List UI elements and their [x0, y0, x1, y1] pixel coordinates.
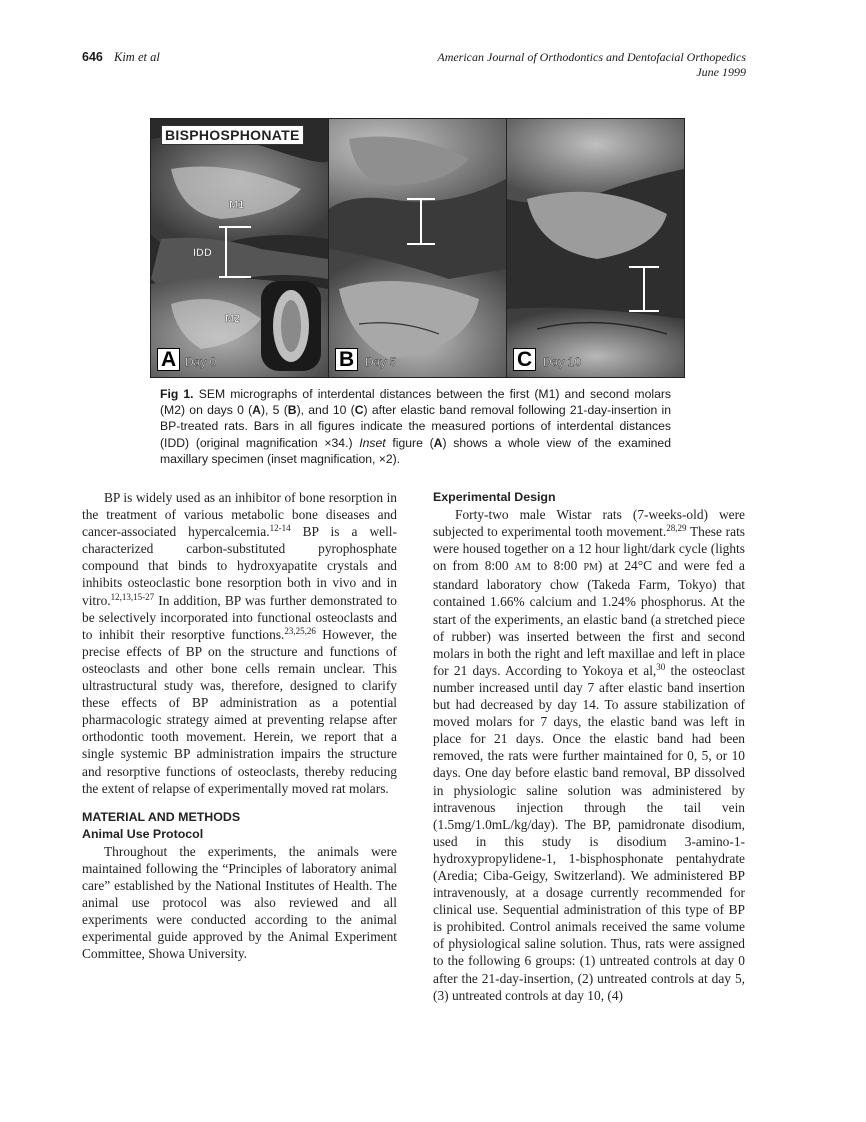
running-header-right	[437, 50, 746, 80]
section-heading: MATERIAL AND METHODS	[82, 809, 241, 824]
caption-ref-c: C	[354, 403, 364, 418]
micrograph-a-image	[151, 119, 328, 377]
caption-text: SEM micrographs of interdental distances between the first (M1) and second molars (M2) on days 0 (	[160, 387, 672, 418]
figure-1	[150, 118, 684, 378]
citation: 28,29	[666, 523, 687, 534]
m1-label: M1	[229, 199, 245, 211]
m2-label: M2	[225, 313, 241, 325]
caption-inset: Inset	[359, 435, 386, 450]
subsection-heading: Animal Use Protocol	[82, 826, 204, 841]
caption-text: ), and 10 (	[296, 403, 355, 418]
panel-day-b: Day 5	[365, 355, 397, 369]
figure-title-overlay: BISPHOSPHONATE	[161, 125, 304, 145]
right-column	[433, 489, 745, 1004]
caption-text: ), 5 (	[260, 403, 288, 418]
intro-paragraph: BP is widely used as an inhibitor of bone resorption in the treatment of various metabolic bone diseases and cancer-associated hypercalcemia.$^{12-14}$ BP is a well-characterized carbon-substituted pyrophosphate compound that binds to hydroxyapatite crystals and inhibits osteoclastic bone resorption both in vivo and in vitro.$^{12,13,15-27}$ In addition, BP was further demonstrated to be selectively incorporated into functional osteoclasts and to inhibit their resorptive functions.$^{23,25,26}$ However, the precise effects of BP on the structure and functions of osteoclasts and other bone cells remain unclear. This ultrastructural study was, therefore, designed to clarify these effects of BP administration as a potential pharmacologic strategy aimed at preventing relapse after orthodontic tooth movement. Herein, we report that a single systemic BP administration impairs the structure and resorptive functions of osteoclasts, thereby reducing the extent of relapse of experimentally moved rat molars.	[82, 490, 397, 796]
caption-text: ) after elastic band removal following 21-day-insertion in BP-treated rats. Bars in all figures indicate the measured portions of interdental distances (IDD) (original magnification ×34.)	[160, 403, 671, 450]
caption-ref-a: A	[433, 435, 443, 450]
idd-label: IDD	[193, 247, 212, 259]
caption-text: ) shows a whole view of the examined maxillary specimen (inset magnification, ×2).	[160, 435, 671, 466]
issue-date: June 1999	[696, 65, 746, 79]
panel-letter-c: C	[513, 348, 536, 371]
micrograph-b-image	[329, 119, 506, 377]
left-column	[82, 489, 397, 962]
caption-text: figure (	[385, 435, 434, 450]
micrograph-panel-a	[150, 118, 329, 378]
journal-name: American Journal of Orthodontics and Dentofacial Orthopedics	[437, 50, 746, 64]
citation: 30	[656, 661, 666, 672]
caption-label: Fig 1.	[160, 387, 194, 401]
design-paragraph: Forty-two male Wistar rats (7-weeks-old) were subjected to experimental tooth movement.$^{28,29}$ These rats were housed together on a 12 hour light/dark cycle (lights on from 8:00 AM to 8:00 PM) at 24°C and were fed a standard laboratory chow (Takeda Farm, Tokyo) that contained 1.66% calcium and 1.24% phosphorus. At the start of the experiments, an elastic band (a stretched piece of rubber) was inserted between the first and second molars in both the right and left maxillae and left in place for 21 days. According to Yokoya et al,$^{30}$ the osteoclast number increased until day 7 after elastic band insertion but had decreased by day 14. To assure stabilization of moved molars for 7 days, the elastic band was left in place for 21 days. Once the elastic band had been removed, the rats were further maintained for 0, 5, or 10 days. One day before elastic band removal, BP dissolved in physiologic saline solution was administered by intravenous injection through the tail vein (1.5mg/1.0mL/kg/day). The BP, pamidronate disodium, used in this study is disodium 3-amino-1-hydroxypropylidene-1, 1-bisphosphonate pentahydrate (Aredia; Ciba-Geigy, Switzerland). We administered BP intravenously, at a dosage currently recommended for clinical use. Sequential administration of this type of BP is prohibited. Control animals received the same volume of physiological saline solution. Thus, rats were assigned to the following 6 groups: (1) untreated controls at day 0 after the 21-day-insertion, (2) untreated controls at day 5, (3) untreated controls at day 10, (4)	[433, 507, 746, 1003]
citation: 12,13,15-27	[110, 591, 155, 602]
panel-day-a: Day 0	[185, 355, 217, 369]
figure-caption	[160, 386, 671, 467]
subsection-heading: Experimental Design	[433, 490, 556, 504]
micrograph-panel-b	[328, 118, 507, 378]
animal-protocol-paragraph: Throughout the experiments, the animals were maintained following the “Principles of laboratory animal care” established by the National Institutes of Health. The animal use protocol was also reviewed and all experiments were conducted according to the animal experimental guide approved by the Animal Experiment Committee, Showa University.	[82, 843, 397, 962]
panel-day-c: Day 10	[543, 355, 582, 369]
micrograph-c-image	[507, 119, 684, 377]
running-author: Kim et al	[113, 50, 160, 64]
running-header-left	[82, 50, 160, 65]
panel-letter-a: A	[157, 348, 180, 371]
page-number: 646	[82, 50, 103, 64]
citation: 12-14	[269, 523, 291, 534]
panel-letter-b: B	[335, 348, 358, 371]
caption-ref-a: A	[252, 403, 261, 418]
citation: 23,25,26	[284, 625, 316, 636]
micrograph-panel-c	[506, 118, 685, 378]
caption-ref-b: B	[287, 403, 297, 418]
